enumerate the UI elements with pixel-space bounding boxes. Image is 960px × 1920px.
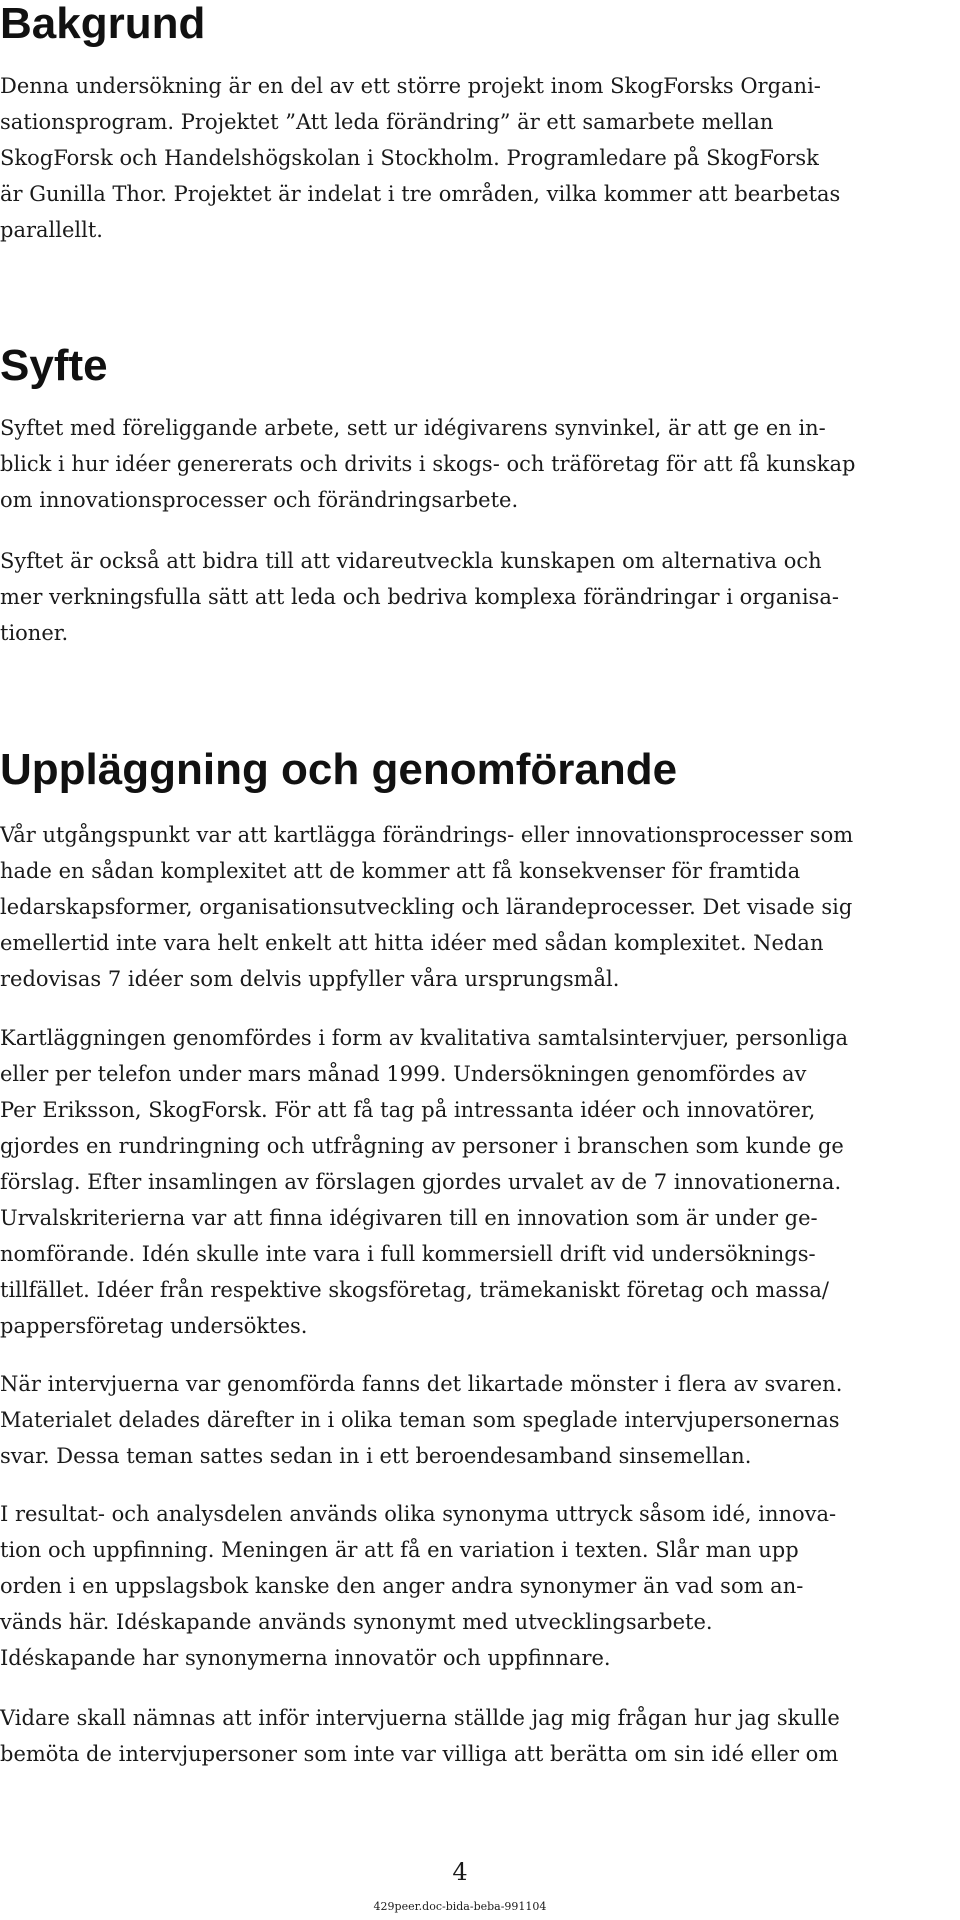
text-line: är Gunilla Thor. Projektet är indelat i tre områden, vilka kommer att bearbetas	[0, 182, 841, 206]
paragraph-syfte-1	[0, 410, 960, 518]
text-line: Materialet delades därefter in i olika teman som speglade intervjupersonernas	[0, 1408, 840, 1432]
text-line: tioner.	[0, 621, 69, 645]
text-line: svar. Dessa teman sattes sedan in i ett beroendesamband sinsemellan.	[0, 1444, 752, 1468]
text-line: parallellt.	[0, 218, 103, 242]
text-line: I resultat- och analysdelen används olika synonyma uttryck såsom idé, innova-	[0, 1502, 837, 1526]
text-line: blick i hur idéer genererats och drivits i skogs- och träföretag för att få kunskap	[0, 452, 856, 476]
text-line: Syftet med föreliggande arbete, sett ur idégivarens synvinkel, är att ge en in-	[0, 416, 826, 440]
text-line: Idéskapande har synonymerna innovatör och uppfinnare.	[0, 1646, 611, 1670]
section-heading-upplaggning: Uppläggning och genomförande	[0, 745, 678, 794]
text-line: tillfället. Idéer från respektive skogsföretag, trämekaniskt företag och massa/	[0, 1278, 829, 1302]
paragraph-syfte-2	[0, 543, 960, 651]
text-line: När intervjuerna var genomförda fanns det likartade mönster i flera av svaren.	[0, 1372, 843, 1396]
text-line: SkogForsk och Handelshögskolan i Stockholm. Programledare på SkogForsk	[0, 146, 819, 170]
paragraph-upplaggning-5	[0, 1700, 960, 1772]
section-heading-syfte: Syfte	[0, 341, 108, 390]
document-reference: 429peer.doc-bida-beba-991104	[373, 1900, 547, 1913]
text-line: eller per telefon under mars månad 1999. Undersökningen genomfördes av	[0, 1062, 807, 1086]
text-line: bemöta de intervjupersoner som inte var villiga att berätta om sin idé eller om	[0, 1742, 839, 1766]
text-line: mer verkningsfulla sätt att leda och bedriva komplexa förändringar i organisa-	[0, 585, 839, 609]
text-line: om innovationsprocesser och förändringsarbete.	[0, 488, 519, 512]
text-line: hade en sådan komplexitet att de kommer att få konsekvenser för framtida	[0, 859, 801, 883]
text-line: sationsprogram. Projektet ”Att leda förändring” är ett samarbete mellan	[0, 110, 774, 134]
text-line: Denna undersökning är en del av ett större projekt inom SkogForsks Organi-	[0, 74, 821, 98]
text-line: redovisas 7 idéer som delvis uppfyller våra ursprungsmål.	[0, 967, 620, 991]
text-line: Vår utgångspunkt var att kartlägga förändrings- eller innovationsprocesser som	[0, 823, 854, 847]
text-line: Vidare skall nämnas att inför intervjuerna ställde jag mig frågan hur jag skulle	[0, 1706, 840, 1730]
text-line: förslag. Efter insamlingen av förslagen gjordes urvalet av de 7 innovationerna.	[0, 1170, 842, 1194]
paragraph-upplaggning-3	[0, 1366, 960, 1474]
paragraph-bakgrund-1	[0, 68, 960, 248]
text-line: gjordes en rundringning och utfrågning av personer i branschen som kunde ge	[0, 1134, 844, 1158]
text-line: pappersföretag undersöktes.	[0, 1314, 308, 1338]
page-number: 4	[452, 1858, 468, 1886]
text-line: tion och uppfinning. Meningen är att få en variation i texten. Slår man upp	[0, 1538, 799, 1562]
text-line: nomförande. Idén skulle inte vara i full kommersiell drift vid undersöknings-	[0, 1242, 816, 1266]
text-line: Syftet är också att bidra till att vidareutveckla kunskapen om alternativa och	[0, 549, 822, 573]
text-line: Per Eriksson, SkogForsk. För att få tag på intressanta idéer och innovatörer,	[0, 1098, 816, 1122]
paragraph-upplaggning-1	[0, 817, 960, 997]
text-line: Kartläggningen genomfördes i form av kvalitativa samtalsintervjuer, personliga	[0, 1026, 849, 1050]
text-line: orden i en uppslagsbok kanske den anger andra synonymer än vad som an-	[0, 1574, 804, 1598]
text-line: ledarskapsformer, organisationsutveckling och lärandeprocesser. Det visade sig	[0, 895, 853, 919]
text-line: Urvalskriterierna var att finna idégivaren till en innovation som är under ge-	[0, 1206, 818, 1230]
paragraph-upplaggning-4	[0, 1496, 960, 1676]
text-line: vänds här. Idéskapande används synonymt med utvecklingsarbete.	[0, 1610, 713, 1634]
text-line: emellertid inte vara helt enkelt att hitta idéer med sådan komplexitet. Nedan	[0, 931, 824, 955]
paragraph-upplaggning-2	[0, 1020, 960, 1344]
section-heading-bakgrund: Bakgrund	[0, 0, 206, 48]
